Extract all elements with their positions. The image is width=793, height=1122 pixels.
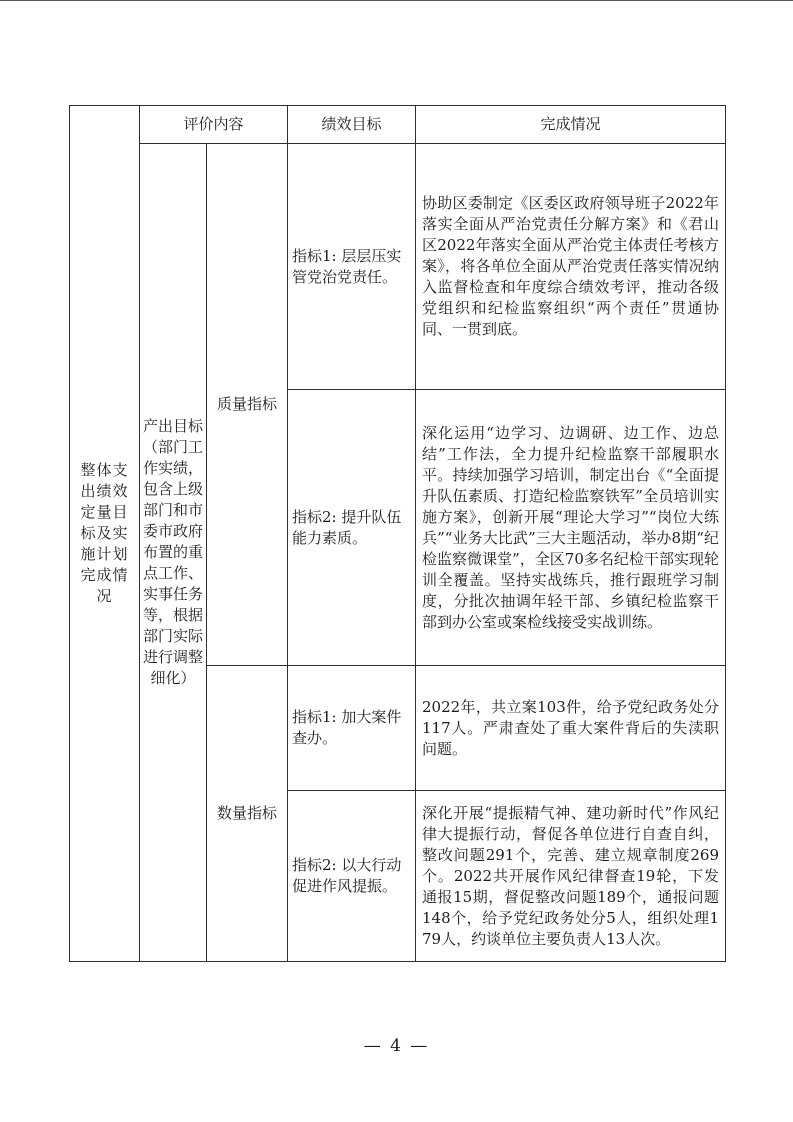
target-cell-quality-2: 指标2: 提升队伍能力素质。 xyxy=(288,390,416,666)
table-header-row xyxy=(70,106,726,144)
header-completion-status: 完成情况 xyxy=(416,106,726,144)
completion-cell-quantity-1: 2022年，共立案103件，给予党纪政务处分117人。严肃查处了重大案件背后的失渎职问题。 xyxy=(416,666,726,791)
header-performance-target: 绩效目标 xyxy=(288,106,416,144)
performance-evaluation-table xyxy=(69,105,726,962)
target-cell-quality-1: 指标1: 层层压实管党治党责任。 xyxy=(288,144,416,390)
side-label-cell: 整体支出绩效定量目标及实施计划完成情况 xyxy=(70,106,140,962)
quality-indicator-cell: 质量指标 xyxy=(207,144,288,666)
target-cell-quantity-1: 指标1: 加大案件查办。 xyxy=(288,666,416,791)
completion-cell-quality-2: 深化运用“边学习、边调研、边工作、边总结”工作法，全力提升纪检监察干部履职水平。持续加强学习培训，制定出台《“全面提升队伍素质、打造纪检监察铁军”全员培训实施方案》，创新开展“理论大学习”“岗位大练兵”“业务大比武”三大主题活动，举办8期“纪检监察微课堂”，全区70多名纪检干部实现轮训全覆盖。坚持实战练兵，推行跟班学习制度，分批次抽调年轻干部、乡镇纪检监察干部到办公室或案检线接受实战训练。 xyxy=(416,390,726,666)
output-target-cell: 产出目标（部门工作实绩，包含上级部门和市委市政府布置的重点工作、实事任务等，根据部门实际进行调整细化） xyxy=(140,144,207,962)
completion-cell-quality-1: 协助区委制定《区委区政府领导班子2022年落实全面从严治党责任分解方案》和《君山区2022年落实全面从严治党主体责任考核方案》，将各单位全面从严治党责任落实情况纳入监督检查和年度综合绩效考评，推动各级党组织和纪检监察组织“两个责任”贯通协同、一贯到底。 xyxy=(416,144,726,390)
quantity-indicator-cell: 数量指标 xyxy=(207,666,288,962)
page-top-edge-line xyxy=(0,0,793,1)
page-number: — 4 — xyxy=(363,1036,430,1056)
header-eval-content: 评价内容 xyxy=(140,106,288,144)
completion-cell-quantity-2: 深化开展“提振精气神、建功新时代”作风纪律大提振行动，督促各单位进行自查自纠，整改问题291个，完善、建立规章制度269个。2022共开展作风纪律督查19轮，下发通报15期，督促整改问题189个，通报问题148个，给予党纪政务处分5人，组织处理179人，约谈单位主要负责人13人次。 xyxy=(416,791,726,962)
target-cell-quantity-2: 指标2: 以大行动促进作风提振。 xyxy=(288,791,416,962)
table-row xyxy=(70,144,726,390)
